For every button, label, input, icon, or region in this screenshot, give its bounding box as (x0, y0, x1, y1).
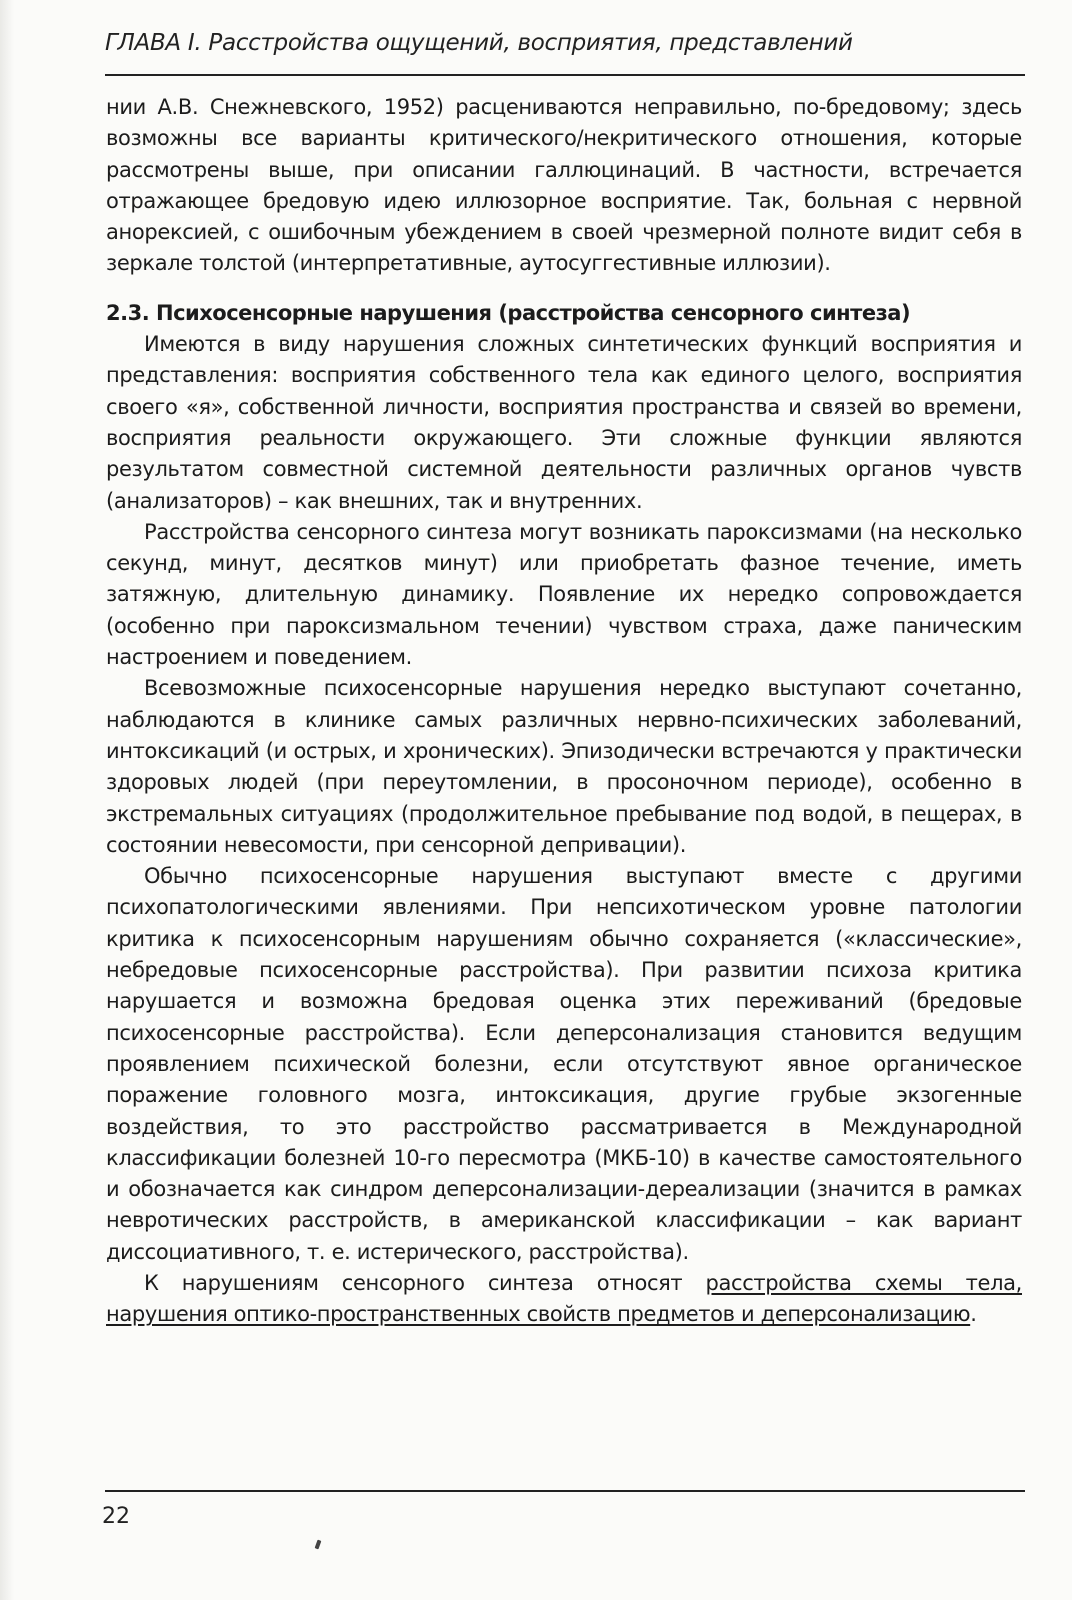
classification-end: . (970, 1302, 977, 1327)
underlined-terms: расстройства схемы тела, нарушения оптико-пространственных свойств предметов и деперсонализацию (106, 1270, 1022, 1327)
running-header: ГЛАВА I. Расстройства ощущений, восприятия, представлений (105, 30, 853, 56)
paragraph-course: Расстройства сенсорного синтеза могут возникать пароксизмами (на несколько секунд, минут, десятков минут) или приобретать фазное течение, иметь затяжную, длительную динамику. Появление их нередко сопровождается (особенно при пароксизмальном течении) чувством страха, даже паническим настроением и поведением. (106, 519, 1022, 670)
paragraph-criticism: Обычно психосенсорные нарушения выступают вместе с другими психопатологическими явлениями. При непсихотическом уровне патологии критика к психосенсорным нарушениям обычно сохраняется («классические», небредовые психосенсорные расстройства). При развитии психоза критика нарушается и возможна бредовая оценка этих переживаний (бредовые психосенсорные расстройства). Если деперсонализация становится ведущим проявлением психической болезни, если отсутствуют явное органическое поражение головного мозга, интоксикация, другие грубые экзогенные воздействия, то это расстройство рассматривается в Международной классификации болезней 10-го пересмотра (МКБ-10) в качестве самостоятельного и обозначается как синдром деперсонализации-дереализации (значится в рамках невротических расстройств, в американской классификации – как вариант диссоциативного, т. е. истерического, расстройства). (106, 864, 1022, 1264)
paragraph-continuation: нии А.В. Снежневского, 1952) расцениваются неправильно, по-бредовому; здесь возможны все варианты критического/некритического отношения, которые рассмотрены выше, при описании галлюцинаций. В частности, встречается отражающее бредовую идею иллюзорное восприятие. Так, больная с нервной анорексией, с ошибочным убеждением в своей чрезмерной полноте видит себя в зеркале толстой (интерпретативные, аутосуггестивные иллюзии). (106, 95, 1022, 276)
paragraph-occurrence: Всевозможные психосенсорные нарушения нередко выступают сочетанно, наблюдаются в клинике самых различных нервно-психических заболеваний, интоксикаций (и острых, и хронических). Эпизодически встречаются у практически здоровых людей (при переутомлении, в просоночном периоде), особенно в экстремальных ситуациях (продолжительное пребывание под водой, в пещерах, в состоянии невесомости, при сенсорной депривации). (106, 676, 1022, 857)
paragraph-classification (106, 1268, 1022, 1331)
classification-lead: К нарушениям сенсорного синтеза относят (144, 1270, 706, 1295)
section-heading: 2.3. Психосенсорные нарушения (расстройства сенсорного синтеза) (106, 300, 911, 325)
paragraph-definition: Имеются в виду нарушения сложных синтетических функций восприятия и представления: восприятия собственного тела как единого целого, восприятия своего «я», собственной личности, восприятия пространства и связей во времени, восприятия реальности окружающего. Эти сложные функции являются результатом совместной системной деятельности различных органов чувств (анализаторов) – как внешних, так и внутренних. (106, 332, 1022, 513)
ink-speck (315, 1540, 322, 1550)
header-rule (105, 74, 1025, 76)
page-edge-shadow (0, 0, 14, 1600)
footer-rule (105, 1490, 1025, 1492)
page-body (106, 92, 1022, 1331)
page-number: 22 (102, 1504, 130, 1529)
